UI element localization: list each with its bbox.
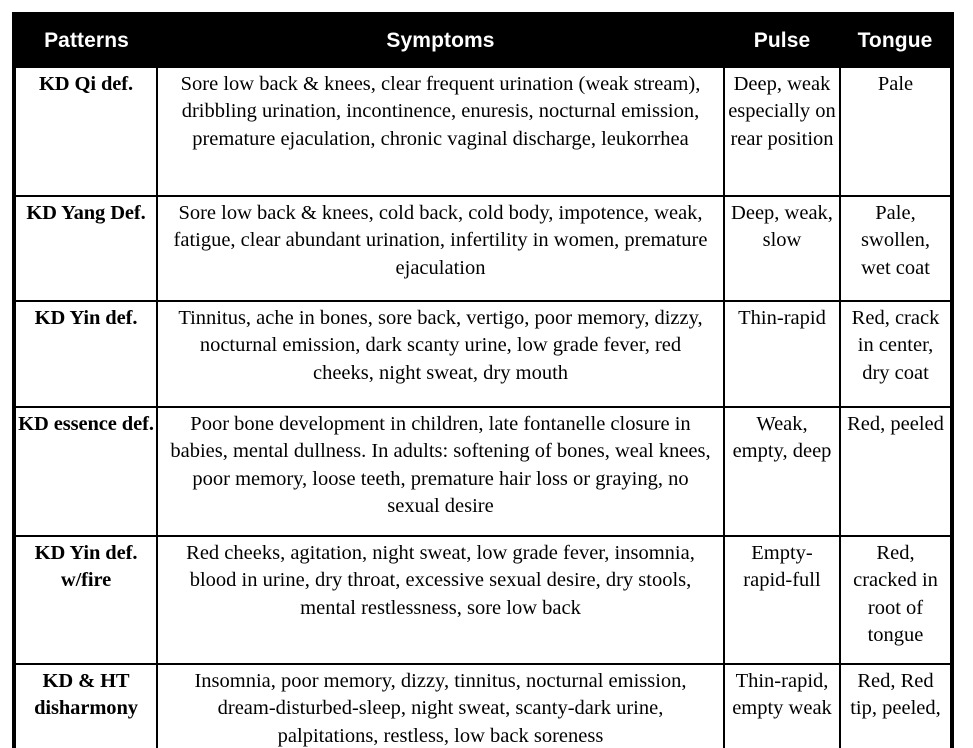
column-header-symptoms: Symptoms bbox=[157, 14, 724, 67]
pattern-differentiation-table bbox=[12, 12, 954, 748]
cell-pulse bbox=[724, 407, 840, 536]
cell-pattern bbox=[14, 196, 157, 301]
cell-symptoms-text: Tinnitus, ache in bones, sore back, vertigo, poor memory, dizzy, nocturnal emission, dark scanty urine, low grade fever, red cheeks, night sweat, dry mouth bbox=[178, 307, 703, 384]
cell-tongue-text: Red, Red tip, peeled, bbox=[850, 670, 941, 720]
table-header-row bbox=[14, 14, 952, 67]
cell-pattern-text: KD Yang Def. bbox=[26, 202, 146, 224]
cell-tongue-text: Pale, swollen, wet coat bbox=[861, 202, 930, 279]
cell-pulse-text: Thin-rapid bbox=[738, 307, 826, 329]
cell-symptoms bbox=[157, 536, 724, 664]
table-row bbox=[14, 664, 952, 748]
cell-tongue-text: Red, peeled bbox=[847, 413, 944, 435]
cell-tongue bbox=[840, 301, 952, 407]
cell-tongue-text: Red, cracked in root of tongue bbox=[853, 542, 938, 646]
cell-tongue bbox=[840, 67, 952, 196]
cell-pattern bbox=[14, 536, 157, 664]
cell-pattern bbox=[14, 664, 157, 748]
column-header-tongue: Tongue bbox=[840, 14, 952, 67]
cell-symptoms-text: Sore low back & knees, cold back, cold body, impotence, weak, fatigue, clear abundant urination, infertility in women, premature ejaculation bbox=[173, 202, 708, 279]
cell-pattern bbox=[14, 301, 157, 407]
cell-pattern bbox=[14, 407, 157, 536]
cell-pulse bbox=[724, 536, 840, 664]
cell-pulse bbox=[724, 301, 840, 407]
cell-tongue bbox=[840, 536, 952, 664]
column-header-patterns: Patterns bbox=[14, 14, 157, 67]
table-row bbox=[14, 67, 952, 196]
cell-pulse-text: Thin-rapid, empty weak bbox=[732, 670, 832, 720]
cell-pattern-text: KD & HT disharmony bbox=[34, 670, 138, 720]
cell-pulse-text: Deep, weak especially on rear position bbox=[728, 73, 836, 150]
cell-tongue-text: Red, crack in center, dry coat bbox=[851, 307, 940, 384]
cell-symptoms-text: Red cheeks, agitation, night sweat, low grade fever, insomnia, blood in urine, dry throat, excessive sexual desire, dry stools, mental restlessness, sore low back bbox=[186, 542, 695, 619]
cell-symptoms-text: Insomnia, poor memory, dizzy, tinnitus, nocturnal emission, dream-disturbed-sleep, night sweat, scanty-dark urine, palpitations, restless, low back soreness bbox=[194, 670, 687, 747]
cell-symptoms-text: Sore low back & knees, clear frequent urination (weak stream), dribbling urination, incontinence, enuresis, nocturnal emission, premature ejaculation, chronic vaginal discharge, leukorrhea bbox=[180, 73, 701, 150]
table-header bbox=[14, 14, 952, 67]
cell-symptoms bbox=[157, 196, 724, 301]
cell-pulse-text: Empty-rapid-full bbox=[743, 542, 821, 592]
cell-pulse bbox=[724, 196, 840, 301]
cell-symptoms-text: Poor bone development in children, late fontanelle closure in babies, mental dullness. In adults: softening of bones, weal knees, poor memory, loose teeth, premature hair loss or graying, no sexual desire bbox=[170, 413, 711, 517]
cell-pulse bbox=[724, 664, 840, 748]
cell-symptoms bbox=[157, 407, 724, 536]
cell-pattern bbox=[14, 67, 157, 196]
cell-symptoms bbox=[157, 67, 724, 196]
cell-tongue bbox=[840, 407, 952, 536]
table-body bbox=[14, 67, 952, 748]
cell-symptoms bbox=[157, 664, 724, 748]
cell-pattern-text: KD Qi def. bbox=[38, 73, 134, 95]
cell-pulse bbox=[724, 67, 840, 196]
table-row bbox=[14, 196, 952, 301]
cell-pattern-text: KD essence def. bbox=[18, 413, 154, 435]
cell-pulse-text: Deep, weak, slow bbox=[731, 202, 833, 252]
cell-tongue bbox=[840, 196, 952, 301]
table-row bbox=[14, 407, 952, 536]
cell-symptoms bbox=[157, 301, 724, 407]
cell-pulse-text: Weak, empty, deep bbox=[732, 413, 832, 463]
cell-pattern-text: KD Yin def. bbox=[34, 307, 138, 329]
cell-tongue bbox=[840, 664, 952, 748]
cell-tongue-text: Pale bbox=[877, 73, 914, 95]
table-row bbox=[14, 301, 952, 407]
cell-pattern-text: KD Yin def. w/fire bbox=[34, 542, 138, 592]
table-row bbox=[14, 536, 952, 664]
column-header-pulse: Pulse bbox=[724, 14, 840, 67]
